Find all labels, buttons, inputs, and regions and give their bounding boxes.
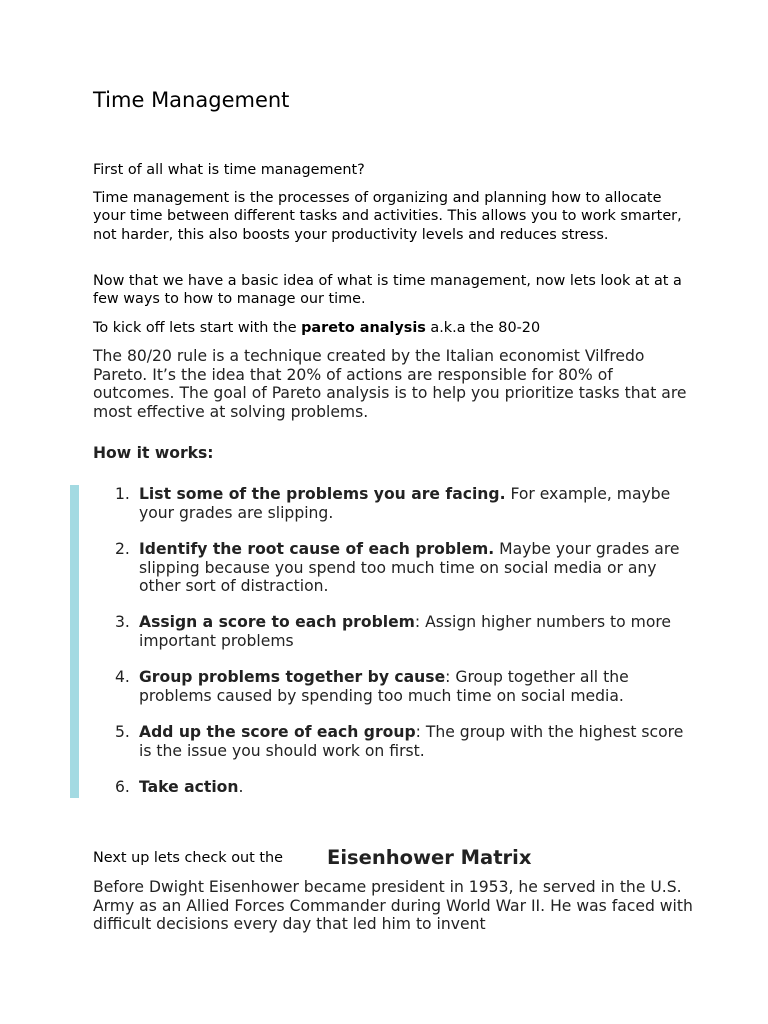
page-title: Time Management: [93, 88, 290, 112]
step-detail: : Group together all the problems caused by spending too much time on social media.: [139, 668, 629, 705]
step-title: Assign a score to each problem: [139, 613, 415, 631]
intro-paragraph: Now that we have a basic idea of what is time management, now lets look at at a few ways to how to manage our time.: [93, 273, 682, 308]
step-detail: Maybe your grades are slipping because you spend too much time on social media or any other sort of distraction.: [139, 540, 680, 595]
quote-bar: [70, 485, 79, 798]
step-number: 3.: [115, 613, 130, 631]
kickoff-suffix: a.k.a the 80-20: [425, 320, 541, 336]
step-number: 2.: [115, 540, 130, 558]
step-number: 6.: [115, 778, 130, 796]
pareto-description: The 80/20 rule is a technique created by the Italian economist Vilfredo Pareto. It’s the idea that 20% of actions are responsible for 80% of outcomes. The goal of Pareto analysis is to help you prioritize tasks that are most effective at solving problems.: [93, 347, 687, 421]
definition-paragraph: Time management is the processes of organizing and planning how to allocate your time between different tasks and activities. This allows you to work smarter, not harder, this also boosts your productivity levels and reduces stress.: [93, 190, 682, 243]
step-number: 1.: [115, 485, 130, 503]
step-detail: .: [238, 778, 244, 796]
next-up-text: Next up lets check out the: [93, 850, 283, 866]
kickoff-paragraph: [93, 319, 693, 337]
step-text: [139, 778, 689, 797]
how-it-works-heading: How it works:: [93, 444, 214, 462]
step-title: Group problems together by cause: [139, 668, 446, 686]
eisenhower-intro: Before Dwight Eisenhower became president in 1953, he served in the U.S. Army as an Allied Forces Commander during World War II. He was faced with difficult decisions every day that led him to invent: [93, 878, 693, 933]
step-title: Add up the score of each group: [139, 723, 416, 741]
step-number: 5.: [115, 723, 130, 741]
step-text: [139, 668, 689, 705]
step-title: List some of the problems you are facing.: [139, 485, 506, 503]
eisenhower-matrix-heading: Eisenhower Matrix: [327, 846, 532, 869]
step-text: [139, 485, 689, 522]
step-number: 4.: [115, 668, 130, 686]
step-text: [139, 723, 689, 760]
step-text: [139, 613, 689, 650]
next-up-line: [93, 846, 693, 870]
step-title: Take action: [139, 778, 239, 796]
question-paragraph: First of all what is time management?: [93, 162, 365, 178]
step-detail: For example, maybe your grades are slipping.: [139, 485, 671, 522]
kickoff-text: To kick off lets start with the: [93, 320, 302, 336]
step-title: Identify the root cause of each problem.: [139, 540, 495, 558]
step-detail: : The group with the highest score is the issue you should work on first.: [139, 723, 684, 760]
step-detail: : Assign higher numbers to more important problems: [139, 613, 672, 650]
step-text: [139, 540, 689, 596]
pareto-analysis-term: pareto analysis: [301, 320, 426, 336]
